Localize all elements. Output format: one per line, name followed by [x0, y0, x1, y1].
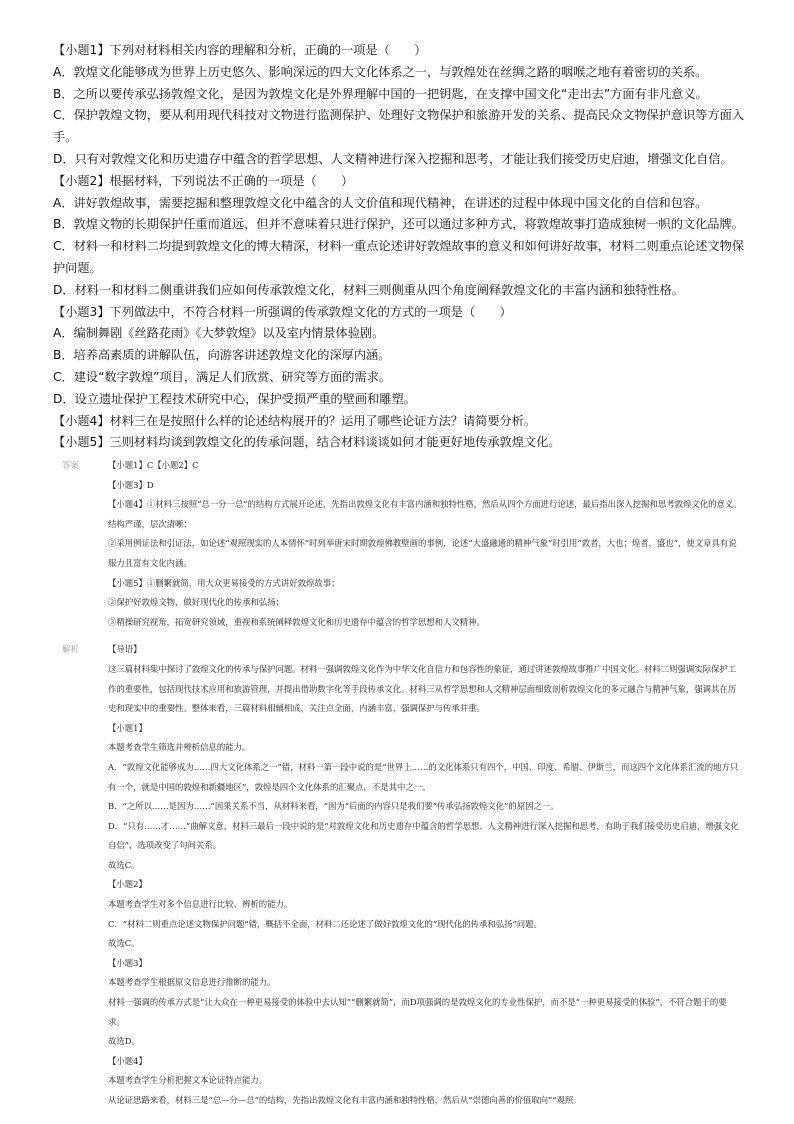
question-line: D．只有对敦煌文化和历史遗存中蕴含的哲学思想、人文精神进行深入挖掘和思考，才能让我们接受历史启迪，增强文化自信。: [53, 151, 733, 166]
analysis-line: 故选C。: [108, 859, 140, 870]
question-line: 【小题5】三则材料均谈到敦煌文化的传承问题，结合材料谈谈如何才能更好地传承敦煌文化。: [53, 435, 561, 450]
question-line: B．培养高素质的讲解队伍，向游客讲述敦煌文化的深厚内涵。: [53, 348, 391, 363]
analysis-line: 故选C。: [108, 938, 140, 949]
answer-line: ②采用例证法和引证法，如论述“观照现实的人本情怀”时列举唐宋时期敦煌佛教壁画的事例，论述“大盛融通的精神气象”时引用“敦者，大也；煌者，盛也”，使文章具有说服力且富有文化内涵。: [108, 538, 737, 568]
analysis-line: 【小题4】: [108, 1055, 147, 1066]
question-line: 【小题1】下列对材料相关内容的理解和分析，正确的一项是（ ）: [53, 43, 427, 57]
question-line: C．材料一和材料二均提到敦煌文化的博大精深，材料一重点论述讲好敦煌故事的意义和如何讲好故事，材料二则重点论述文物保护问题。: [53, 239, 745, 275]
analysis-line: 本题考查学生根据原文信息进行推断的能力。: [108, 977, 276, 988]
question-line: A．讲好敦煌故事，需要挖掘和整理敦煌文化中蕴含的人文价值和现代精神，在讲述的过程中体现中国文化的自信和包容。: [53, 195, 708, 210]
question-line: 【小题4】材料三在是按照什么样的论述结构展开的？运用了哪些论证方法？请简要分析。: [53, 413, 537, 428]
analysis-line: 材料一强调的传承方式是“让大众在一种更易接受的体验中去认知”“删繁就简”，而D项强调的是敦煌文化的专业性保护，而不是“一种更易接受的体验”，不符合题干的要求。: [108, 997, 727, 1027]
answer-tag: 答案: [62, 460, 79, 470]
analysis-line: B．“之所以……是因为……”因果关系不当，从材料来看，“因为”后面的内容只是我们要“传承弘扬敦煌文化”的原因之一。: [108, 801, 559, 812]
question-line: D．材料一和材料二侧重讲我们应如何传承敦煌文化，材料三则侧重从四个角度阐释敦煌文化的丰富内涵和独特性格。: [53, 282, 684, 297]
question-line: A．编制舞剧《丝路花雨》《大梦敦煌》以及室内情景体验剧。: [53, 326, 385, 341]
question-line: A．敦煌文化能够成为世界上历史悠久、影响深远的四大文化体系之一，与敦煌处在丝绸之路的咽喉之地有着密切的关系。: [53, 64, 708, 79]
analysis-block: [62, 640, 742, 1110]
question-line: B．之所以要传承弘扬敦煌文化，是因为敦煌文化是外界理解中国的一把钥匙，在支撑中国文化“走出去”方面有非凡意义。: [53, 86, 708, 101]
analysis-line: 【小题2】: [108, 879, 147, 890]
answer-block: [62, 456, 742, 632]
analysis-line: D．“只有……才……”曲解文意，材料三最后一段中说的是“对敦煌文化和历史遗存中蕴含的哲学思想、人文精神进行深入挖掘和思考，有助于我们接受历史启迪，增强文化自信”，选项改变了句间关系。: [108, 820, 739, 851]
question-line: B．敦煌文物的长期保护任重而道远，但并不意味着只进行保护，还可以通过多种方式，将敦煌故事打造成独树一帜的文化品牌。: [53, 217, 744, 232]
question-line: 【小题3】下列做法中，不符合材料一所强调的传承敦煌文化的方式的一项是（ ）: [53, 304, 512, 319]
analysis-body: [108, 640, 742, 1110]
analysis-line: 故选D。: [108, 1036, 140, 1047]
question-line: D．设立遗址保护工程技术研究中心，保护受损严重的壁画和雕塑。: [53, 391, 416, 406]
analysis-line: 这三篇材料集中探讨了敦煌文化的传承与保护问题。材料一强调敦煌文化作为中华文化自信力和包容性的象征，通过讲述敦煌故事推广中国文化。材料二则强调实际保护工作的重要性，包括现代技术应用和旅游管理，并提出借助数字化等手段传承文化。材料三从哲学思想和人文精神层面细致剖析敦煌文化的多元融合与精神气象，强调其在历史和现实中的重要性。整体来看，三篇材料相辅相成，关注点全面，内涵丰富，强调保护与传承并重。: [108, 663, 737, 714]
analysis-line: 本题考查学生筛选并辨析信息的能力。: [108, 742, 251, 753]
analysis-line: 【导语】: [108, 644, 142, 655]
answer-line: 【小题3】D: [108, 479, 154, 490]
answer-line: ②保护好敦煌文物，做好现代化的传承和弘扬；: [108, 597, 284, 608]
answer-line: 【小题5】①删繁就简，用大众更易接受的方式讲好敦煌故事；: [108, 577, 340, 588]
answer-line: 【小题4】①材料三按照“总一分一总”的结构方式展开论述，先指出敦煌文化有丰富内涵和独特性格，然后从四个方面进行论述，最后指出深入挖掘和思考敦煌文化的意义。结构严谨，层次清晰；: [108, 499, 742, 529]
analysis-line: 【小题3】: [108, 957, 147, 968]
question-line: C．保护敦煌文物，要从利用现代科技对文物进行监测保护、处理好文物保护和旅游开发的关系、提高民众文物保护意识等方面入手。: [53, 108, 745, 145]
analysis-line: 从论证思路来看，材料三是“总—分—总”的结构，先指出敦煌文化有丰富内涵和独特性格，然后从“崇德向善的价值取向”“观照: [108, 1095, 574, 1105]
section-gap: [62, 632, 742, 640]
answer-analysis-section: [62, 456, 742, 1111]
analysis-tag: 解析: [62, 644, 79, 655]
analysis-line: 本题考查学生对多个信息进行比较、辨析的能力。: [108, 899, 293, 910]
analysis-line: 【小题1】: [108, 722, 147, 733]
question-section: [53, 40, 753, 454]
analysis-line: 本题考查学生分析把握文本论证特点能力。: [108, 1075, 268, 1086]
analysis-line: C．“材料二则重点论述文物保护问题”错，概括不全面，材料二还论述了做好敦煌文化的“现代化的传承和弘扬”问题。: [108, 918, 542, 929]
answer-body: [108, 456, 742, 632]
answer-line: 【小题1】C【小题2】C: [108, 460, 199, 470]
question-line: C．建设“数字敦煌”项目，满足人们欣赏、研究等方面的需求。: [53, 369, 392, 384]
analysis-line: A．“敦煌文化能够成为……四大文化体系之一”错，材料一第一段中说的是“世界上……的文化体系只有四个，中国、印度、希腊、伊斯兰，而这四个文化体系汇流的地方只有一个，就是中国的敦煌和新疆地区”，敦煌是四个文化体系的汇聚点，不是其中之一。: [108, 761, 739, 792]
question-line: 【小题2】根据材料，下列说法不正确的一项是（ ）: [53, 173, 354, 188]
answer-line: ③精操研究视角，拓宽研究领域，重视和系统阐释敦煌文化和历史遗存中蕴含的哲学思想和人文精神。: [108, 616, 485, 627]
